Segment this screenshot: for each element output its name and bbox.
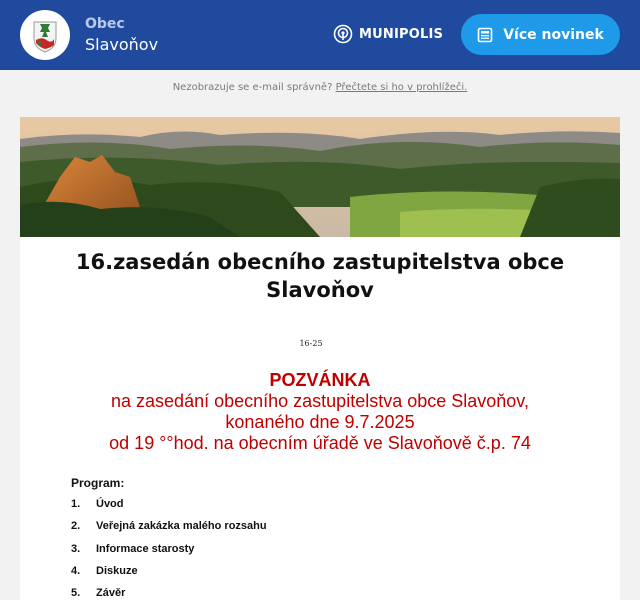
program-item-number: 1. xyxy=(71,498,81,510)
program-section xyxy=(71,476,267,599)
newspaper-icon xyxy=(477,27,493,43)
program-item-label: Diskuze xyxy=(96,565,138,577)
municipality-name[interactable]: Slavoňov xyxy=(85,35,159,54)
more-news-button[interactable] xyxy=(461,14,620,55)
program-item xyxy=(71,520,267,532)
invitation-title: POZVÁNKA xyxy=(269,370,371,390)
invitation-block xyxy=(20,370,620,454)
email-display-notice xyxy=(0,82,640,93)
program-item-number: 2. xyxy=(71,520,81,532)
top-bar xyxy=(0,0,640,70)
program-item-number: 4. xyxy=(71,565,81,577)
municipality-logo[interactable] xyxy=(20,10,70,60)
landscape-banner-image xyxy=(20,117,620,237)
article-headline: 16.zasedán obecního zastupitelstva obce Slavoňov xyxy=(75,250,565,302)
program-item xyxy=(71,565,138,577)
program-item-label: Úvod xyxy=(96,498,124,510)
program-item xyxy=(71,543,194,555)
more-news-label: Více novinek xyxy=(503,26,604,43)
article-card xyxy=(20,117,620,600)
program-item-label: Informace starosty xyxy=(96,543,195,555)
broadcast-icon xyxy=(333,24,353,44)
browser-view-link[interactable]: Přečtete si ho v prohlížeči. xyxy=(335,82,468,93)
program-item xyxy=(71,498,124,510)
invitation-line: od 19 °°hod. na obecním úřadě ve Slavoňově č.p. 74 xyxy=(109,433,531,453)
program-item xyxy=(71,587,125,599)
invitation-line: konaného dne 9.7.2025 xyxy=(225,412,415,432)
munipolis-brand[interactable] xyxy=(333,24,443,44)
program-title: Program: xyxy=(71,476,125,490)
program-item-number: 3. xyxy=(71,543,81,555)
invitation-line: na zasedání obecního zastupitelstva obce Slavoňov, xyxy=(111,391,529,411)
municipality-label: Obec xyxy=(85,16,125,32)
program-item-number: 5. xyxy=(71,587,81,599)
notice-text: Nezobrazuje se e-mail správně? xyxy=(172,82,333,93)
program-item-label: Veřejná zakázka malého rozsahu xyxy=(96,520,267,532)
document-code: 16-25 xyxy=(299,339,323,348)
munipolis-label: MUNIPOLIS xyxy=(359,26,444,42)
program-item-label: Závěr xyxy=(96,587,126,599)
